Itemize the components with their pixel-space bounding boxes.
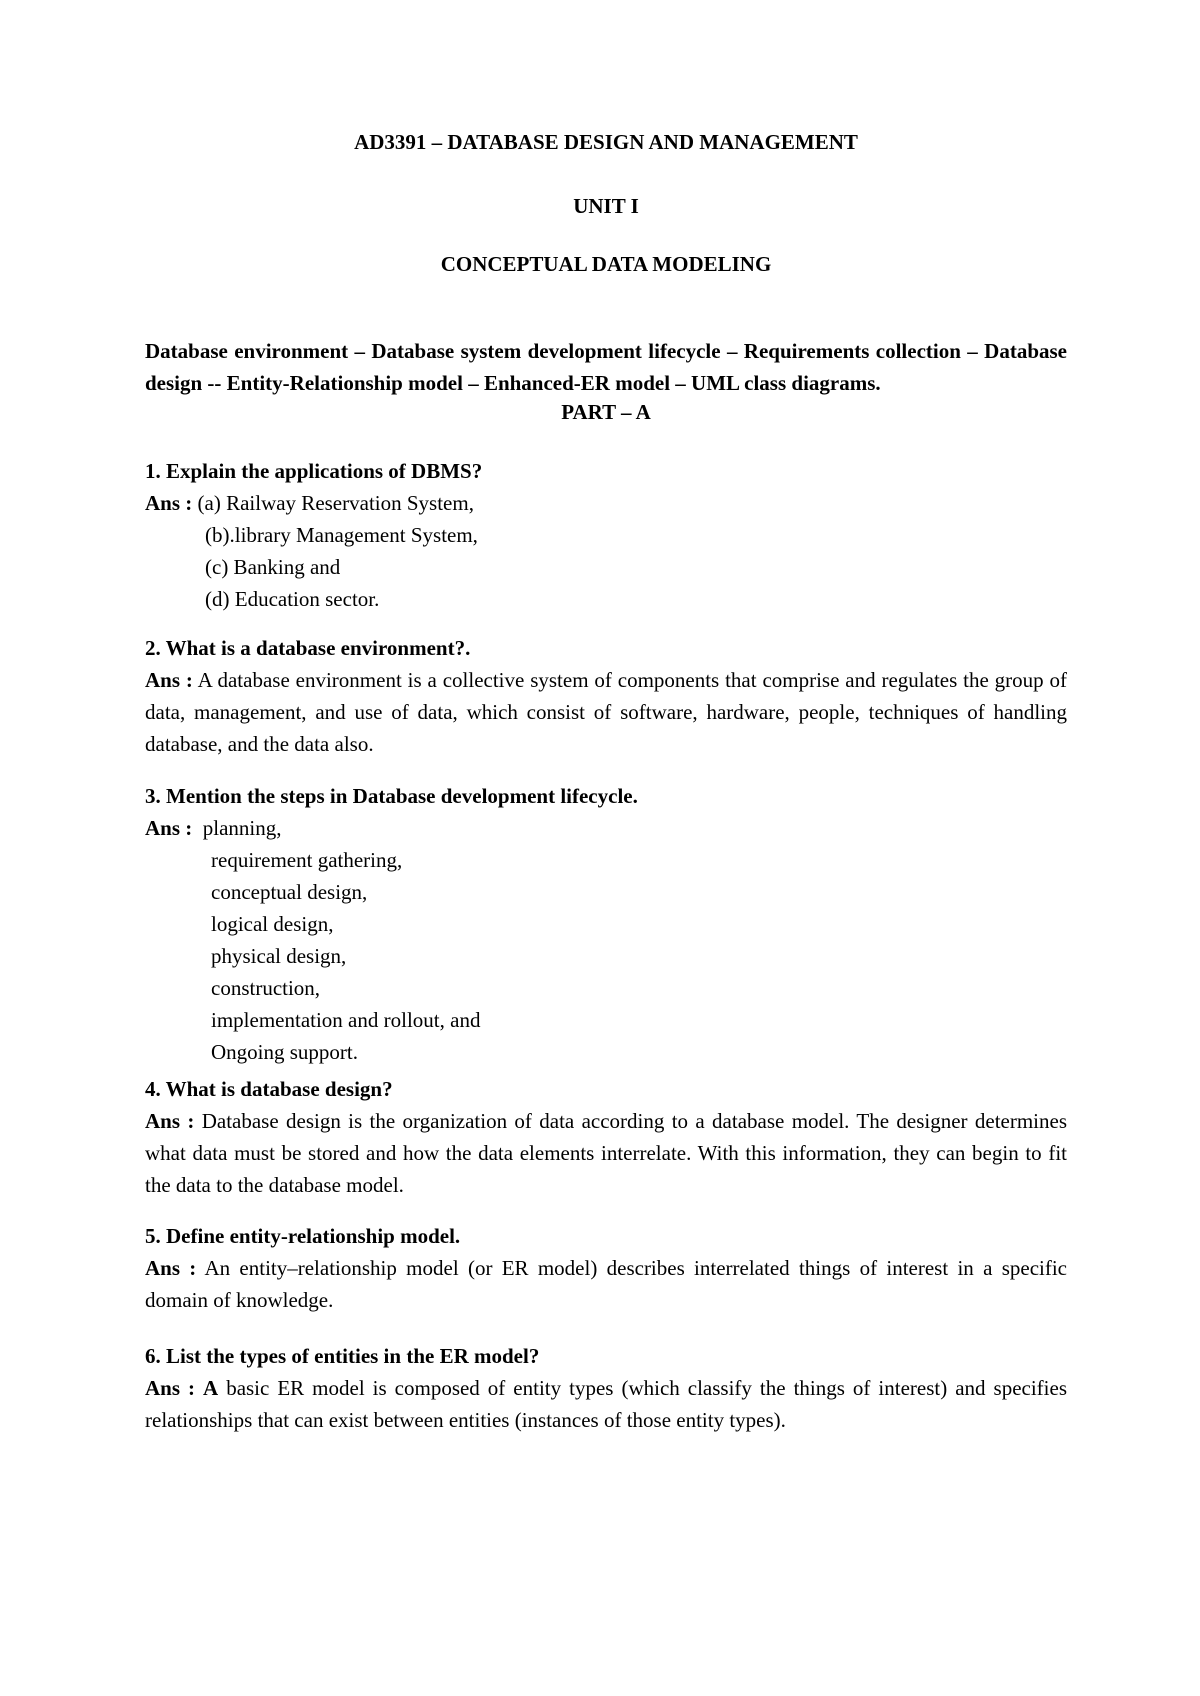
list-item: (d) Education sector. — [205, 587, 380, 611]
question-title: 3. Mention the steps in Database development lifecycle. — [145, 784, 638, 808]
ans-label: Ans : — [145, 1109, 195, 1133]
list-item: (a) Railway Reservation System, — [197, 491, 474, 515]
ans-label: Ans : — [145, 668, 193, 692]
question-title: 5. Define entity-relationship model. — [145, 1224, 461, 1248]
part-heading: PART – A — [561, 400, 651, 424]
answer-paragraph — [145, 1252, 1067, 1316]
question-4 — [145, 1073, 1067, 1201]
answer-line — [145, 487, 1067, 519]
question-5 — [145, 1220, 1067, 1316]
answer-text: A database environment is a collective system of components that comprise and regulates the group of data, management, and use of data, which consist of software, hardware, people, techniques of handling database, and the data also. — [145, 668, 1068, 756]
answer-paragraph — [145, 664, 1067, 760]
list-item: requirement gathering, — [211, 848, 403, 872]
answer-paragraph — [145, 1105, 1067, 1201]
ans-label: Ans : — [145, 1256, 197, 1280]
list-item: planning, — [202, 816, 282, 840]
course-title: AD3391 – DATABASE DESIGN AND MANAGEMENT — [354, 130, 858, 154]
list-item: construction, — [211, 976, 321, 1000]
answer-paragraph — [145, 1372, 1067, 1436]
answer-text: Database design is the organization of data according to a database model. The designer determines what data must be stored and how the data elements interrelate. With this information, they can begin to fit the data to the database model. — [145, 1109, 1067, 1197]
list-item: (b).library Management System, — [205, 523, 478, 547]
syllabus-topics: Database environment – Database system development lifecycle – Requirements collection – Database design -- Entity-Relationship model – Enhanced-ER model – UML class diagrams. — [145, 339, 1067, 395]
answer-text: basic ER model is composed of entity types (which classify the things of interest) and specifies relationships that can exist between entities (instances of those entity types). — [145, 1376, 1067, 1432]
answer-lead: A — [203, 1376, 219, 1400]
question-1 — [145, 455, 1067, 615]
question-title: 1. Explain the applications of DBMS? — [145, 459, 483, 483]
question-title: 6. List the types of entities in the ER model? — [145, 1344, 540, 1368]
list-item: physical design, — [211, 944, 347, 968]
list-item: implementation and rollout, and — [211, 1008, 481, 1032]
answer-line — [145, 812, 1067, 844]
unit-label: UNIT I — [573, 194, 639, 218]
ans-label: Ans : — [145, 491, 193, 515]
answer-text: An entity–relationship model (or ER model) describes interrelated things of interest in a specific domain of knowledge. — [145, 1256, 1067, 1312]
question-title: 4. What is database design? — [145, 1077, 393, 1101]
question-3 — [145, 780, 1067, 1068]
list-item: logical design, — [211, 912, 334, 936]
question-title: 2. What is a database environment?. — [145, 636, 471, 660]
unit-title: CONCEPTUAL DATA MODELING — [440, 252, 772, 276]
question-6 — [145, 1340, 1067, 1436]
list-item: (c) Banking and — [205, 555, 341, 579]
ans-label: Ans : — [145, 816, 193, 840]
list-item: conceptual design, — [211, 880, 368, 904]
list-item: Ongoing support. — [211, 1040, 358, 1064]
question-2 — [145, 632, 1067, 760]
ans-label: Ans : — [145, 1376, 196, 1400]
